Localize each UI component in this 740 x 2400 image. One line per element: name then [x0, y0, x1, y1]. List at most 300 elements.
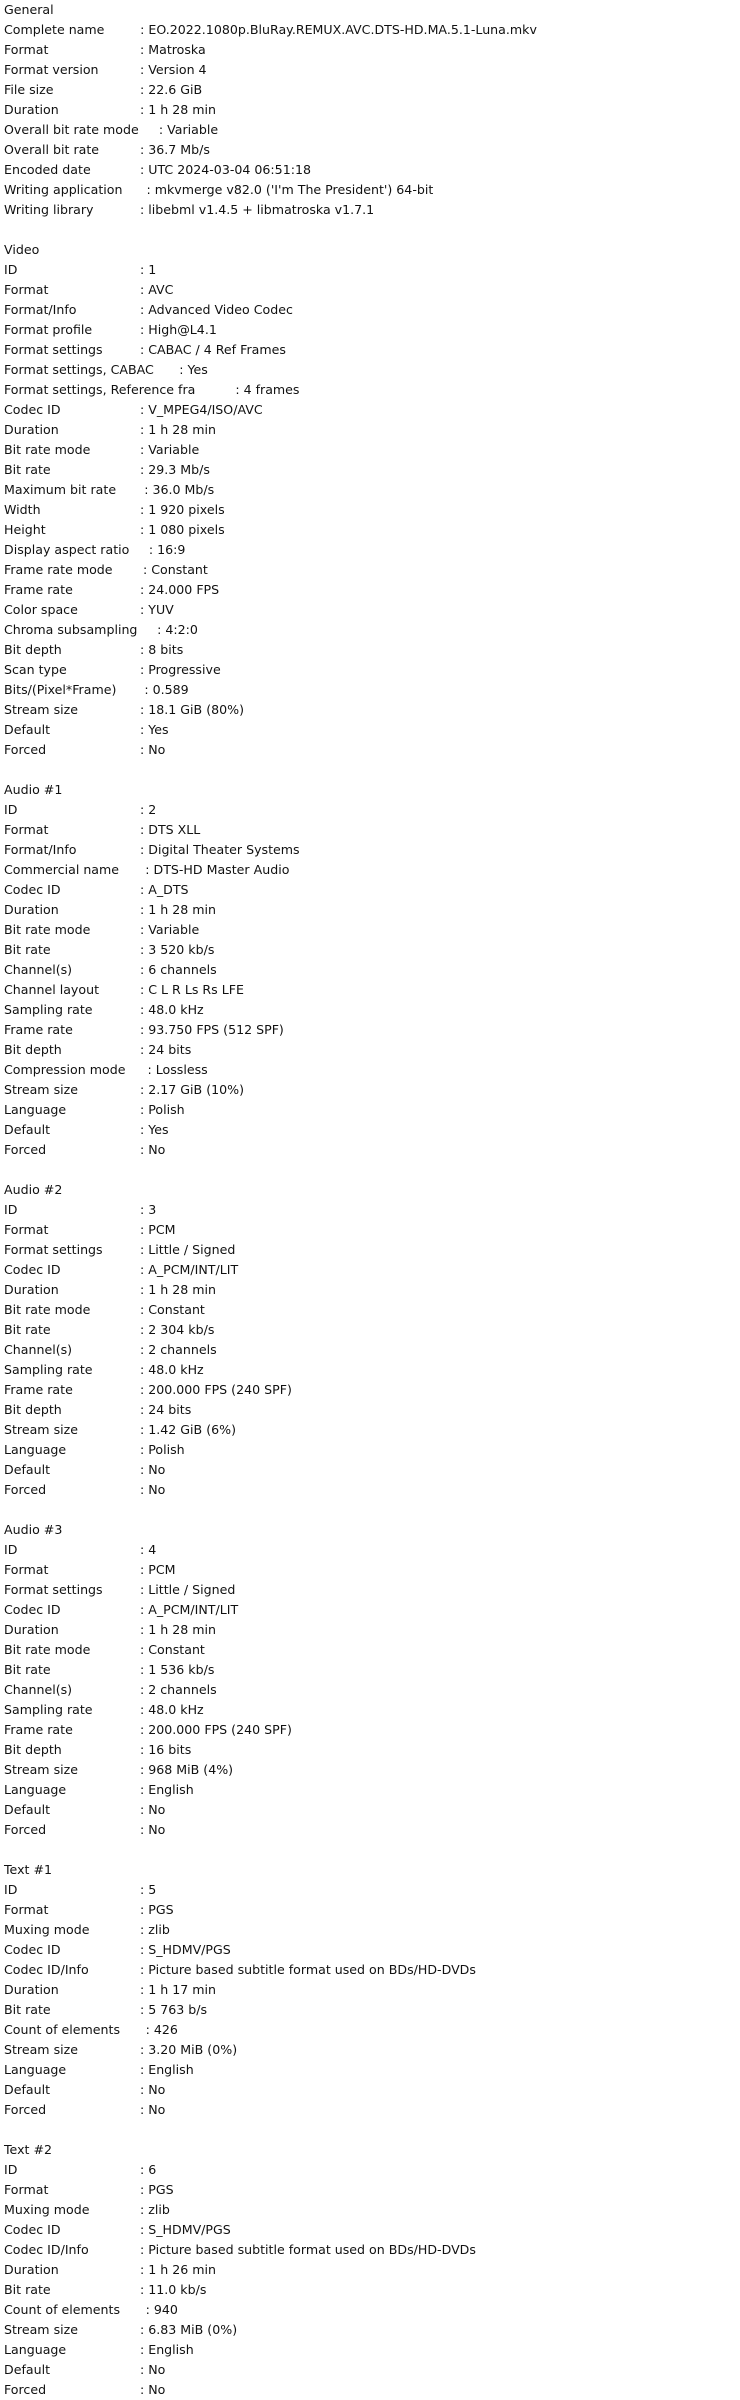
field-row [4, 1560, 740, 1580]
field-row [4, 1440, 740, 1460]
field-row [4, 80, 740, 100]
field-row [4, 940, 740, 960]
field-value: : mkvmerge v82.0 ('I'm The President') 64-bit [146, 182, 434, 197]
field-value: : Picture based subtitle format used on BDs/HD-DVDs [140, 2242, 476, 2257]
field-value: : Variable [140, 922, 200, 937]
field-key: Language [4, 1102, 67, 1117]
field-value: : No [140, 742, 166, 757]
field-row [4, 2340, 740, 2360]
field-row [4, 1600, 740, 1620]
field-value: : 2 [140, 802, 157, 817]
field-key: Stream size [4, 1422, 78, 1437]
field-row [4, 520, 740, 540]
field-row [4, 1320, 740, 1340]
field-key: Codec ID [4, 1262, 61, 1277]
field-value: : EO.2022.1080p.BluRay.REMUX.AVC.DTS-HD.MA.5.1-Luna.mkv [140, 22, 537, 37]
field-row [4, 540, 740, 560]
field-key: Bit rate [4, 1662, 51, 1677]
field-key: Sampling rate [4, 1002, 93, 1017]
field-row [4, 1920, 740, 1940]
field-value: : Polish [140, 1442, 185, 1457]
field-key: ID [4, 1202, 18, 1217]
field-key: Width [4, 502, 41, 517]
field-key: Stream size [4, 702, 78, 717]
field-value: : 16 bits [140, 1742, 192, 1757]
field-key: Bit depth [4, 1402, 62, 1417]
field-key: Duration [4, 1282, 59, 1297]
field-value: : 11.0 kb/s [140, 2282, 207, 2297]
field-value: : 36.7 Mb/s [140, 142, 210, 157]
field-row [4, 500, 740, 520]
field-value: : 6 channels [140, 962, 217, 977]
field-value: : 48.0 kHz [140, 1702, 204, 1717]
field-value: : 968 MiB (4%) [140, 1762, 234, 1777]
field-key: Frame rate [4, 582, 73, 597]
field-key: Sampling rate [4, 1362, 93, 1377]
field-row [4, 2240, 740, 2260]
field-value: : English [140, 1782, 194, 1797]
field-value: : 1 h 17 min [140, 1982, 217, 1997]
field-row [4, 320, 740, 340]
field-value: : 940 [145, 2302, 178, 2317]
field-key: Bit rate [4, 1322, 51, 1337]
field-value: : No [140, 2082, 166, 2097]
field-key: Muxing mode [4, 1922, 90, 1937]
field-key: Stream size [4, 1762, 78, 1777]
field-key: Bit rate mode [4, 1642, 91, 1657]
field-row [4, 20, 740, 40]
field-key: Default [4, 1802, 51, 1817]
field-row [4, 1040, 740, 1060]
field-value: : 6.83 MiB (0%) [140, 2322, 238, 2337]
field-key: Display aspect ratio [4, 542, 130, 557]
field-key: Forced [4, 2102, 47, 2117]
field-value: : 24 bits [140, 1042, 192, 1057]
field-key: Format [4, 822, 49, 837]
field-key: ID [4, 2162, 18, 2177]
field-key: Commercial name [4, 862, 120, 877]
field-value: : Lossless [147, 1062, 208, 1077]
field-key: Format settings [4, 1582, 103, 1597]
field-value: : No [140, 1802, 166, 1817]
field-value: : 93.750 FPS (512 SPF) [140, 1022, 284, 1037]
field-key: Language [4, 1442, 67, 1457]
field-value: : 24 bits [140, 1402, 192, 1417]
field-key: Default [4, 1462, 51, 1477]
field-value: : 4 [140, 1542, 157, 1557]
field-value: : 1.42 GiB (6%) [140, 1422, 236, 1437]
field-value: : YUV [140, 602, 174, 617]
section-title: Video [4, 242, 40, 257]
field-key: Language [4, 2062, 67, 2077]
field-value: : DTS XLL [140, 822, 201, 837]
field-value: : S_HDMV/PGS [140, 2222, 231, 2237]
field-value: : zlib [140, 2202, 170, 2217]
field-key: Forced [4, 1822, 47, 1837]
field-key: Default [4, 2362, 51, 2377]
field-value: : 29.3 Mb/s [140, 462, 210, 477]
field-key: Bit rate [4, 942, 51, 957]
field-key: Channel(s) [4, 962, 73, 977]
field-value: : Variable [140, 442, 200, 457]
section-title: General [4, 2, 54, 17]
field-key: Format [4, 282, 49, 297]
field-value: : PGS [140, 2182, 174, 2197]
field-key: Format/Info [4, 302, 77, 317]
field-key: Default [4, 2082, 51, 2097]
field-value: : 48.0 kHz [140, 1002, 204, 1017]
field-value: : 24.000 FPS [140, 582, 220, 597]
field-key: Count of elements [4, 2302, 121, 2317]
field-key: Bit rate [4, 2002, 51, 2017]
field-row [4, 2080, 740, 2100]
field-row [4, 900, 740, 920]
section-title: Audio #3 [4, 1522, 63, 1537]
field-value: : No [140, 1822, 166, 1837]
field-row [4, 1660, 740, 1680]
field-row [4, 2160, 740, 2180]
field-key: Bits/(Pixel*Frame) [4, 682, 117, 697]
field-value: : 1 h 26 min [140, 2262, 217, 2277]
section-gap [4, 2120, 740, 2140]
field-row [4, 2320, 740, 2340]
field-key: Writing library [4, 202, 94, 217]
field-row [4, 1980, 740, 2000]
field-row [4, 1260, 740, 1280]
field-row [4, 800, 740, 820]
field-key: Language [4, 1782, 67, 1797]
field-key: Channel(s) [4, 1342, 73, 1357]
field-row [4, 200, 740, 220]
field-key: Overall bit rate [4, 142, 100, 157]
field-row [4, 1140, 740, 1160]
field-value: : S_HDMV/PGS [140, 1942, 231, 1957]
field-row [4, 300, 740, 320]
field-value: : 8 bits [140, 642, 184, 657]
field-key: Format settings [4, 1242, 103, 1257]
field-key: Duration [4, 2262, 59, 2277]
field-row [4, 620, 740, 640]
field-row [4, 40, 740, 60]
field-value: : 36.0 Mb/s [144, 482, 215, 497]
field-key: Codec ID [4, 882, 61, 897]
field-row [4, 2260, 740, 2280]
field-value: : English [140, 2342, 194, 2357]
field-key: Frame rate [4, 1022, 73, 1037]
field-row [4, 1340, 740, 1360]
field-value: : DTS-HD Master Audio [145, 862, 290, 877]
field-key: Color space [4, 602, 78, 617]
field-value: : No [140, 2382, 166, 2397]
field-row [4, 2360, 740, 2380]
field-key: Codec ID [4, 2222, 61, 2237]
field-row [4, 920, 740, 940]
field-key: Format/Info [4, 842, 77, 857]
field-value: : 200.000 FPS (240 SPF) [140, 1382, 292, 1397]
field-key: Language [4, 2342, 67, 2357]
field-row [4, 180, 740, 200]
field-key: Format [4, 42, 49, 57]
field-value: : No [140, 1462, 166, 1477]
field-value: : 1 h 28 min [140, 902, 217, 917]
field-value: : libebml v1.4.5 + libmatroska v1.7.1 [140, 202, 375, 217]
field-key: Forced [4, 1142, 47, 1157]
field-value: : Constant [140, 1302, 205, 1317]
field-value: : 1 h 28 min [140, 422, 217, 437]
field-key: Chroma subsampling [4, 622, 138, 637]
field-row [4, 1300, 740, 1320]
field-row [4, 480, 740, 500]
field-key: ID [4, 1882, 18, 1897]
field-row [4, 600, 740, 620]
field-value: : Progressive [140, 662, 221, 677]
field-row [4, 2000, 740, 2020]
field-value: : zlib [140, 1922, 170, 1937]
field-value: : V_MPEG4/ISO/AVC [140, 402, 263, 417]
section-gap [4, 220, 740, 240]
field-row [4, 720, 740, 740]
field-value: : A_PCM/INT/LIT [140, 1262, 239, 1277]
field-row [4, 100, 740, 120]
field-key: Bit depth [4, 642, 62, 657]
field-key: Codec ID [4, 1602, 61, 1617]
field-value: : No [140, 1482, 166, 1497]
field-value: : A_PCM/INT/LIT [140, 1602, 239, 1617]
field-key: Duration [4, 422, 59, 437]
field-value: : PGS [140, 1902, 174, 1917]
field-row [4, 340, 740, 360]
field-value: : UTC 2024-03-04 06:51:18 [140, 162, 311, 177]
field-value: : Picture based subtitle format used on BDs/HD-DVDs [140, 1962, 476, 1977]
field-row [4, 400, 740, 420]
field-row [4, 560, 740, 580]
field-key: Bit depth [4, 1742, 62, 1757]
field-row [4, 960, 740, 980]
field-row [4, 1580, 740, 1600]
field-row [4, 880, 740, 900]
field-row [4, 1000, 740, 1020]
field-key: Format settings, Reference fra [4, 382, 196, 397]
section-gap [4, 760, 740, 780]
field-row [4, 660, 740, 680]
field-row [4, 1360, 740, 1380]
field-key: Overall bit rate mode [4, 122, 139, 137]
field-value: : C L R Ls Rs LFE [140, 982, 244, 997]
field-row [4, 1820, 740, 1840]
field-row [4, 2180, 740, 2200]
field-row [4, 1640, 740, 1660]
field-key: Stream size [4, 1082, 78, 1097]
field-value: : 1 h 28 min [140, 1622, 217, 1637]
field-value: : English [140, 2062, 194, 2077]
field-value: : 6 [140, 2162, 157, 2177]
field-row [4, 380, 740, 400]
field-key: Format [4, 2182, 49, 2197]
field-value: : Yes [140, 1122, 169, 1137]
field-row [4, 160, 740, 180]
field-value: : Little / Signed [140, 1242, 236, 1257]
field-row [4, 1960, 740, 1980]
field-key: Count of elements [4, 2022, 121, 2037]
field-row [4, 680, 740, 700]
field-value: : Advanced Video Codec [140, 302, 293, 317]
field-row [4, 2280, 740, 2300]
field-value: : 48.0 kHz [140, 1362, 204, 1377]
field-value: : 3 [140, 1202, 157, 1217]
field-row [4, 1220, 740, 1240]
section-gap [4, 1160, 740, 1180]
field-value: : High@L4.1 [140, 322, 217, 337]
field-key: File size [4, 82, 54, 97]
field-key: Stream size [4, 2322, 78, 2337]
field-value: : AVC [140, 282, 174, 297]
field-row [4, 260, 740, 280]
section-title: Text #1 [4, 1862, 53, 1877]
section-title: Audio #1 [4, 782, 63, 797]
field-row [4, 580, 740, 600]
field-row [4, 420, 740, 440]
field-row [4, 640, 740, 660]
field-row [4, 1480, 740, 1500]
field-row [4, 1720, 740, 1740]
field-value: : 426 [145, 2022, 178, 2037]
field-key: Forced [4, 1482, 47, 1497]
field-row [4, 1740, 740, 1760]
field-value: : 200.000 FPS (240 SPF) [140, 1722, 292, 1737]
field-value: : Little / Signed [140, 1582, 236, 1597]
field-row [4, 820, 740, 840]
field-value: : 2.17 GiB (10%) [140, 1082, 245, 1097]
field-key: Stream size [4, 2042, 78, 2057]
field-key: Codec ID/Info [4, 2242, 89, 2257]
field-value: : Digital Theater Systems [140, 842, 300, 857]
field-key: Forced [4, 2382, 47, 2397]
field-value: : Matroska [140, 42, 206, 57]
field-value: : 16:9 [148, 542, 186, 557]
section-gap [4, 1840, 740, 1860]
field-row [4, 460, 740, 480]
field-value: : PCM [140, 1562, 176, 1577]
field-value: : No [140, 2102, 166, 2117]
field-key: Bit rate [4, 462, 51, 477]
section-title: Text #2 [4, 2142, 53, 2157]
field-value: : 2 channels [140, 1342, 217, 1357]
field-row [4, 2300, 740, 2320]
field-value: : No [140, 1142, 166, 1157]
field-row [4, 1240, 740, 1260]
field-row [4, 860, 740, 880]
field-key: Bit rate mode [4, 922, 91, 937]
field-row [4, 2380, 740, 2400]
field-key: Duration [4, 902, 59, 917]
field-value: : Version 4 [140, 62, 207, 77]
field-key: Writing application [4, 182, 123, 197]
field-key: Codec ID [4, 1942, 61, 1957]
field-row [4, 1760, 740, 1780]
field-row [4, 1280, 740, 1300]
field-row [4, 1200, 740, 1220]
field-row [4, 360, 740, 380]
field-row [4, 1620, 740, 1640]
field-key: Format [4, 1562, 49, 1577]
field-key: Channel layout [4, 982, 100, 997]
field-row [4, 2020, 740, 2040]
field-key: Format profile [4, 322, 93, 337]
field-row [4, 1460, 740, 1480]
field-row [4, 700, 740, 720]
field-value: : A_DTS [140, 882, 189, 897]
field-key: Bit depth [4, 1042, 62, 1057]
field-key: Bit rate mode [4, 442, 91, 457]
field-row [4, 440, 740, 460]
field-row [4, 1680, 740, 1700]
field-row [4, 2100, 740, 2120]
field-value: : 2 304 kb/s [140, 1322, 215, 1337]
field-key: Muxing mode [4, 2202, 90, 2217]
field-value: : 0.589 [144, 682, 189, 697]
field-key: ID [4, 1542, 18, 1557]
field-value: : 18.1 GiB (80%) [140, 702, 245, 717]
field-row [4, 1540, 740, 1560]
field-value: : 1 h 28 min [140, 102, 217, 117]
field-row [4, 1060, 740, 1080]
field-row [4, 1780, 740, 1800]
field-key: Default [4, 722, 51, 737]
field-value: : 1 920 pixels [140, 502, 225, 517]
field-value: : CABAC / 4 Ref Frames [140, 342, 286, 357]
field-row [4, 1900, 740, 1920]
field-key: ID [4, 802, 18, 817]
field-key: Format [4, 1222, 49, 1237]
field-row [4, 1100, 740, 1120]
field-value: : 4 frames [235, 382, 300, 397]
field-value: : Polish [140, 1102, 185, 1117]
field-row [4, 1940, 740, 1960]
field-value: : Constant [142, 562, 208, 577]
field-row [4, 740, 740, 760]
field-key: Frame rate [4, 1722, 73, 1737]
field-value: : 2 channels [140, 1682, 217, 1697]
field-key: Forced [4, 742, 47, 757]
field-row [4, 120, 740, 140]
field-key: Duration [4, 1622, 59, 1637]
field-key: Format settings [4, 342, 103, 357]
field-value: : 3 520 kb/s [140, 942, 215, 957]
field-key: Codec ID/Info [4, 1962, 89, 1977]
field-row [4, 1400, 740, 1420]
field-row [4, 2060, 740, 2080]
field-row [4, 1080, 740, 1100]
field-value: : 1 [140, 262, 157, 277]
field-key: Complete name [4, 22, 105, 37]
field-value: : 5 763 b/s [140, 2002, 208, 2017]
field-key: Duration [4, 102, 59, 117]
field-key: Bit rate mode [4, 1302, 91, 1317]
field-key: Format version [4, 62, 99, 77]
field-row [4, 1120, 740, 1140]
field-row [4, 1020, 740, 1040]
field-key: Sampling rate [4, 1702, 93, 1717]
field-key: Maximum bit rate [4, 482, 117, 497]
field-key: Scan type [4, 662, 67, 677]
field-value: : Yes [179, 362, 208, 377]
field-value: : 3.20 MiB (0%) [140, 2042, 238, 2057]
field-row [4, 2200, 740, 2220]
field-key: Bit rate [4, 2282, 51, 2297]
field-row [4, 1420, 740, 1440]
field-row [4, 1800, 740, 1820]
section-title: Audio #2 [4, 1182, 63, 1197]
